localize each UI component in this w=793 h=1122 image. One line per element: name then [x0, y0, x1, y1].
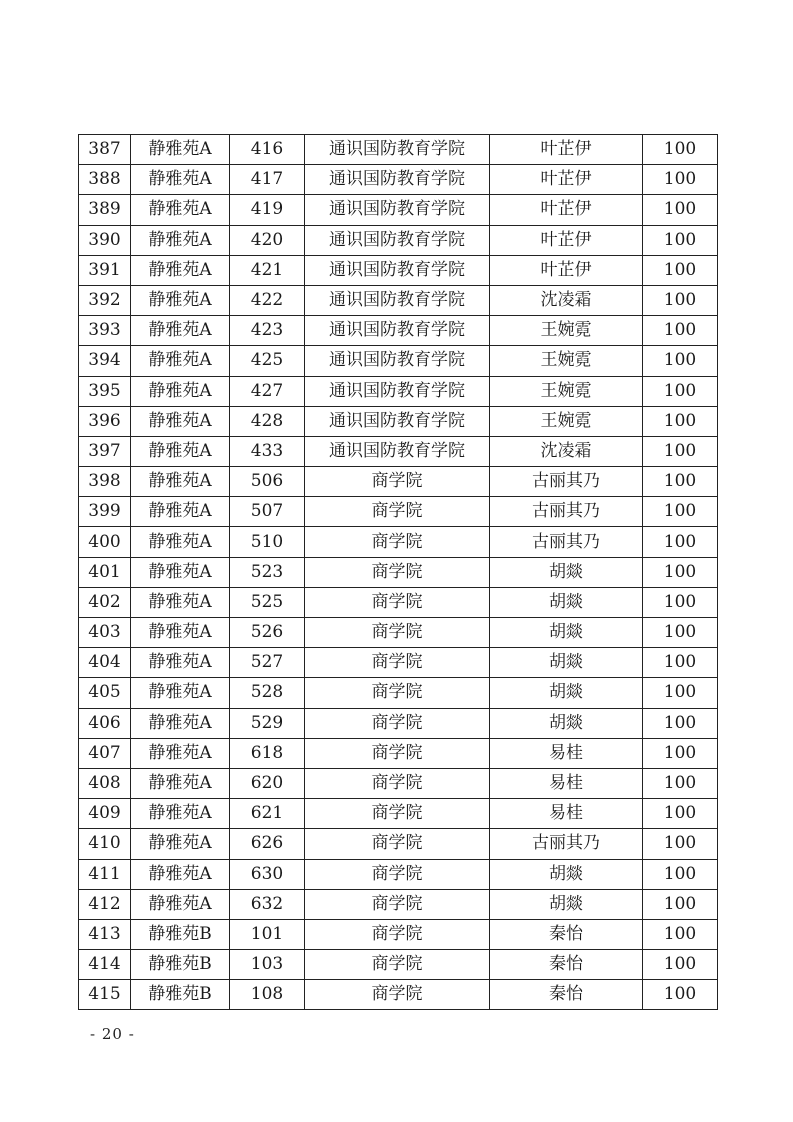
- score-cell: 100: [643, 135, 718, 165]
- counselor-cell: 胡燚: [490, 889, 643, 919]
- room-cell: 526: [230, 618, 305, 648]
- counselor-cell: 古丽其乃: [490, 527, 643, 557]
- counselor-cell: 王婉霓: [490, 406, 643, 436]
- room-cell: 525: [230, 587, 305, 617]
- row-number-cell: 397: [79, 436, 131, 466]
- college-cell: 通识国防教育学院: [305, 406, 490, 436]
- table-row: [79, 678, 718, 708]
- building-cell: 静雅苑A: [131, 708, 230, 738]
- building-cell: 静雅苑A: [131, 497, 230, 527]
- table-row: [79, 980, 718, 1010]
- score-cell: 100: [643, 557, 718, 587]
- row-number-cell: 415: [79, 980, 131, 1010]
- room-cell: 528: [230, 678, 305, 708]
- table-row: [79, 285, 718, 315]
- row-number-cell: 390: [79, 225, 131, 255]
- college-cell: 通识国防教育学院: [305, 195, 490, 225]
- room-cell: 507: [230, 497, 305, 527]
- score-cell: 100: [643, 889, 718, 919]
- college-cell: 商学院: [305, 829, 490, 859]
- college-cell: 通识国防教育学院: [305, 255, 490, 285]
- building-cell: 静雅苑A: [131, 255, 230, 285]
- score-cell: 100: [643, 768, 718, 798]
- table-row: [79, 618, 718, 648]
- score-cell: 100: [643, 285, 718, 315]
- building-cell: 静雅苑A: [131, 316, 230, 346]
- building-cell: 静雅苑A: [131, 467, 230, 497]
- score-cell: 100: [643, 587, 718, 617]
- college-cell: 通识国防教育学院: [305, 225, 490, 255]
- row-number-cell: 392: [79, 285, 131, 315]
- score-cell: 100: [643, 738, 718, 768]
- room-cell: 618: [230, 738, 305, 768]
- row-number-cell: 391: [79, 255, 131, 285]
- row-number-cell: 395: [79, 376, 131, 406]
- building-cell: 静雅苑A: [131, 225, 230, 255]
- college-cell: 商学院: [305, 618, 490, 648]
- table-row: [79, 889, 718, 919]
- table-row: [79, 768, 718, 798]
- college-cell: 商学院: [305, 768, 490, 798]
- college-cell: 商学院: [305, 980, 490, 1010]
- building-cell: 静雅苑A: [131, 165, 230, 195]
- room-cell: 427: [230, 376, 305, 406]
- room-cell: 428: [230, 406, 305, 436]
- college-cell: 通识国防教育学院: [305, 165, 490, 195]
- table-row: [79, 738, 718, 768]
- score-cell: 100: [643, 980, 718, 1010]
- counselor-cell: 叶芷伊: [490, 255, 643, 285]
- row-number-cell: 412: [79, 889, 131, 919]
- row-number-cell: 398: [79, 467, 131, 497]
- score-cell: 100: [643, 346, 718, 376]
- counselor-cell: 古丽其乃: [490, 829, 643, 859]
- row-number-cell: 394: [79, 346, 131, 376]
- table-row: [79, 919, 718, 949]
- room-cell: 425: [230, 346, 305, 376]
- score-cell: 100: [643, 316, 718, 346]
- building-cell: 静雅苑A: [131, 587, 230, 617]
- row-number-cell: 387: [79, 135, 131, 165]
- counselor-cell: 胡燚: [490, 557, 643, 587]
- college-cell: 商学院: [305, 527, 490, 557]
- score-cell: 100: [643, 195, 718, 225]
- row-number-cell: 399: [79, 497, 131, 527]
- score-cell: 100: [643, 527, 718, 557]
- counselor-cell: 王婉霓: [490, 376, 643, 406]
- building-cell: 静雅苑A: [131, 135, 230, 165]
- counselor-cell: 易桂: [490, 768, 643, 798]
- row-number-cell: 413: [79, 919, 131, 949]
- college-cell: 商学院: [305, 708, 490, 738]
- college-cell: 商学院: [305, 557, 490, 587]
- room-cell: 422: [230, 285, 305, 315]
- room-cell: 423: [230, 316, 305, 346]
- counselor-cell: 秦怡: [490, 980, 643, 1010]
- room-cell: 419: [230, 195, 305, 225]
- building-cell: 静雅苑B: [131, 980, 230, 1010]
- college-cell: 通识国防教育学院: [305, 376, 490, 406]
- college-cell: 商学院: [305, 859, 490, 889]
- room-cell: 632: [230, 889, 305, 919]
- table-row: [79, 346, 718, 376]
- counselor-cell: 古丽其乃: [490, 497, 643, 527]
- row-number-cell: 400: [79, 527, 131, 557]
- room-cell: 103: [230, 950, 305, 980]
- counselor-cell: 胡燚: [490, 648, 643, 678]
- score-cell: 100: [643, 678, 718, 708]
- row-number-cell: 388: [79, 165, 131, 195]
- counselor-cell: 胡燚: [490, 708, 643, 738]
- room-cell: 416: [230, 135, 305, 165]
- score-cell: 100: [643, 618, 718, 648]
- counselor-cell: 王婉霓: [490, 316, 643, 346]
- table-row: [79, 557, 718, 587]
- building-cell: 静雅苑A: [131, 195, 230, 225]
- college-cell: 商学院: [305, 497, 490, 527]
- table-body: [79, 135, 718, 1010]
- college-cell: 通识国防教育学院: [305, 346, 490, 376]
- building-cell: 静雅苑A: [131, 889, 230, 919]
- college-cell: 通识国防教育学院: [305, 316, 490, 346]
- building-cell: 静雅苑A: [131, 285, 230, 315]
- table-row: [79, 316, 718, 346]
- college-cell: 商学院: [305, 889, 490, 919]
- row-number-cell: 389: [79, 195, 131, 225]
- table-row: [79, 255, 718, 285]
- table-row: [79, 859, 718, 889]
- college-cell: 商学院: [305, 648, 490, 678]
- score-cell: 100: [643, 497, 718, 527]
- room-cell: 527: [230, 648, 305, 678]
- counselor-cell: 叶芷伊: [490, 165, 643, 195]
- row-number-cell: 396: [79, 406, 131, 436]
- room-cell: 506: [230, 467, 305, 497]
- building-cell: 静雅苑A: [131, 618, 230, 648]
- score-cell: 100: [643, 829, 718, 859]
- score-cell: 100: [643, 919, 718, 949]
- college-cell: 商学院: [305, 738, 490, 768]
- room-cell: 620: [230, 768, 305, 798]
- score-cell: 100: [643, 225, 718, 255]
- room-cell: 433: [230, 436, 305, 466]
- college-cell: 通识国防教育学院: [305, 285, 490, 315]
- row-number-cell: 406: [79, 708, 131, 738]
- building-cell: 静雅苑B: [131, 950, 230, 980]
- score-cell: 100: [643, 376, 718, 406]
- building-cell: 静雅苑A: [131, 557, 230, 587]
- counselor-cell: 易桂: [490, 799, 643, 829]
- table-row: [79, 527, 718, 557]
- score-cell: 100: [643, 950, 718, 980]
- building-cell: 静雅苑B: [131, 919, 230, 949]
- score-cell: 100: [643, 648, 718, 678]
- room-cell: 529: [230, 708, 305, 738]
- counselor-cell: 古丽其乃: [490, 467, 643, 497]
- building-cell: 静雅苑A: [131, 829, 230, 859]
- counselor-cell: 沈凌霜: [490, 436, 643, 466]
- counselor-cell: 胡燚: [490, 587, 643, 617]
- table-row: [79, 165, 718, 195]
- row-number-cell: 409: [79, 799, 131, 829]
- table-row: [79, 135, 718, 165]
- counselor-cell: 沈凌霜: [490, 285, 643, 315]
- table-row: [79, 587, 718, 617]
- table-row: [79, 436, 718, 466]
- room-cell: 510: [230, 527, 305, 557]
- table-row: [79, 376, 718, 406]
- row-number-cell: 404: [79, 648, 131, 678]
- row-number-cell: 393: [79, 316, 131, 346]
- room-cell: 417: [230, 165, 305, 195]
- building-cell: 静雅苑A: [131, 346, 230, 376]
- counselor-cell: 秦怡: [490, 950, 643, 980]
- page-number: - 20 -: [90, 1025, 135, 1043]
- room-cell: 108: [230, 980, 305, 1010]
- building-cell: 静雅苑A: [131, 436, 230, 466]
- building-cell: 静雅苑A: [131, 648, 230, 678]
- row-number-cell: 405: [79, 678, 131, 708]
- table-row: [79, 708, 718, 738]
- row-number-cell: 414: [79, 950, 131, 980]
- table-row: [79, 497, 718, 527]
- building-cell: 静雅苑A: [131, 678, 230, 708]
- counselor-cell: 胡燚: [490, 678, 643, 708]
- college-cell: 商学院: [305, 678, 490, 708]
- score-cell: 100: [643, 436, 718, 466]
- row-number-cell: 408: [79, 768, 131, 798]
- room-cell: 420: [230, 225, 305, 255]
- college-cell: 商学院: [305, 919, 490, 949]
- score-cell: 100: [643, 165, 718, 195]
- table-row: [79, 829, 718, 859]
- table-row: [79, 648, 718, 678]
- row-number-cell: 402: [79, 587, 131, 617]
- row-number-cell: 410: [79, 829, 131, 859]
- building-cell: 静雅苑A: [131, 406, 230, 436]
- building-cell: 静雅苑A: [131, 527, 230, 557]
- room-cell: 630: [230, 859, 305, 889]
- score-cell: 100: [643, 255, 718, 285]
- building-cell: 静雅苑A: [131, 859, 230, 889]
- table-row: [79, 467, 718, 497]
- score-cell: 100: [643, 406, 718, 436]
- row-number-cell: 407: [79, 738, 131, 768]
- college-cell: 商学院: [305, 467, 490, 497]
- table-row: [79, 799, 718, 829]
- college-cell: 商学院: [305, 799, 490, 829]
- counselor-cell: 易桂: [490, 738, 643, 768]
- building-cell: 静雅苑A: [131, 799, 230, 829]
- score-cell: 100: [643, 708, 718, 738]
- data-table: [78, 134, 718, 1010]
- counselor-cell: 秦怡: [490, 919, 643, 949]
- room-cell: 101: [230, 919, 305, 949]
- counselor-cell: 叶芷伊: [490, 225, 643, 255]
- room-cell: 523: [230, 557, 305, 587]
- row-number-cell: 411: [79, 859, 131, 889]
- counselor-cell: 叶芷伊: [490, 195, 643, 225]
- score-cell: 100: [643, 859, 718, 889]
- row-number-cell: 403: [79, 618, 131, 648]
- counselor-cell: 叶芷伊: [490, 135, 643, 165]
- row-number-cell: 401: [79, 557, 131, 587]
- table-row: [79, 195, 718, 225]
- room-cell: 421: [230, 255, 305, 285]
- table-row: [79, 406, 718, 436]
- counselor-cell: 王婉霓: [490, 346, 643, 376]
- room-cell: 626: [230, 829, 305, 859]
- college-cell: 商学院: [305, 950, 490, 980]
- college-cell: 通识国防教育学院: [305, 135, 490, 165]
- counselor-cell: 胡燚: [490, 618, 643, 648]
- table-row: [79, 950, 718, 980]
- college-cell: 通识国防教育学院: [305, 436, 490, 466]
- table-row: [79, 225, 718, 255]
- college-cell: 商学院: [305, 587, 490, 617]
- score-cell: 100: [643, 467, 718, 497]
- building-cell: 静雅苑A: [131, 376, 230, 406]
- building-cell: 静雅苑A: [131, 738, 230, 768]
- room-cell: 621: [230, 799, 305, 829]
- score-cell: 100: [643, 799, 718, 829]
- counselor-cell: 胡燚: [490, 859, 643, 889]
- building-cell: 静雅苑A: [131, 768, 230, 798]
